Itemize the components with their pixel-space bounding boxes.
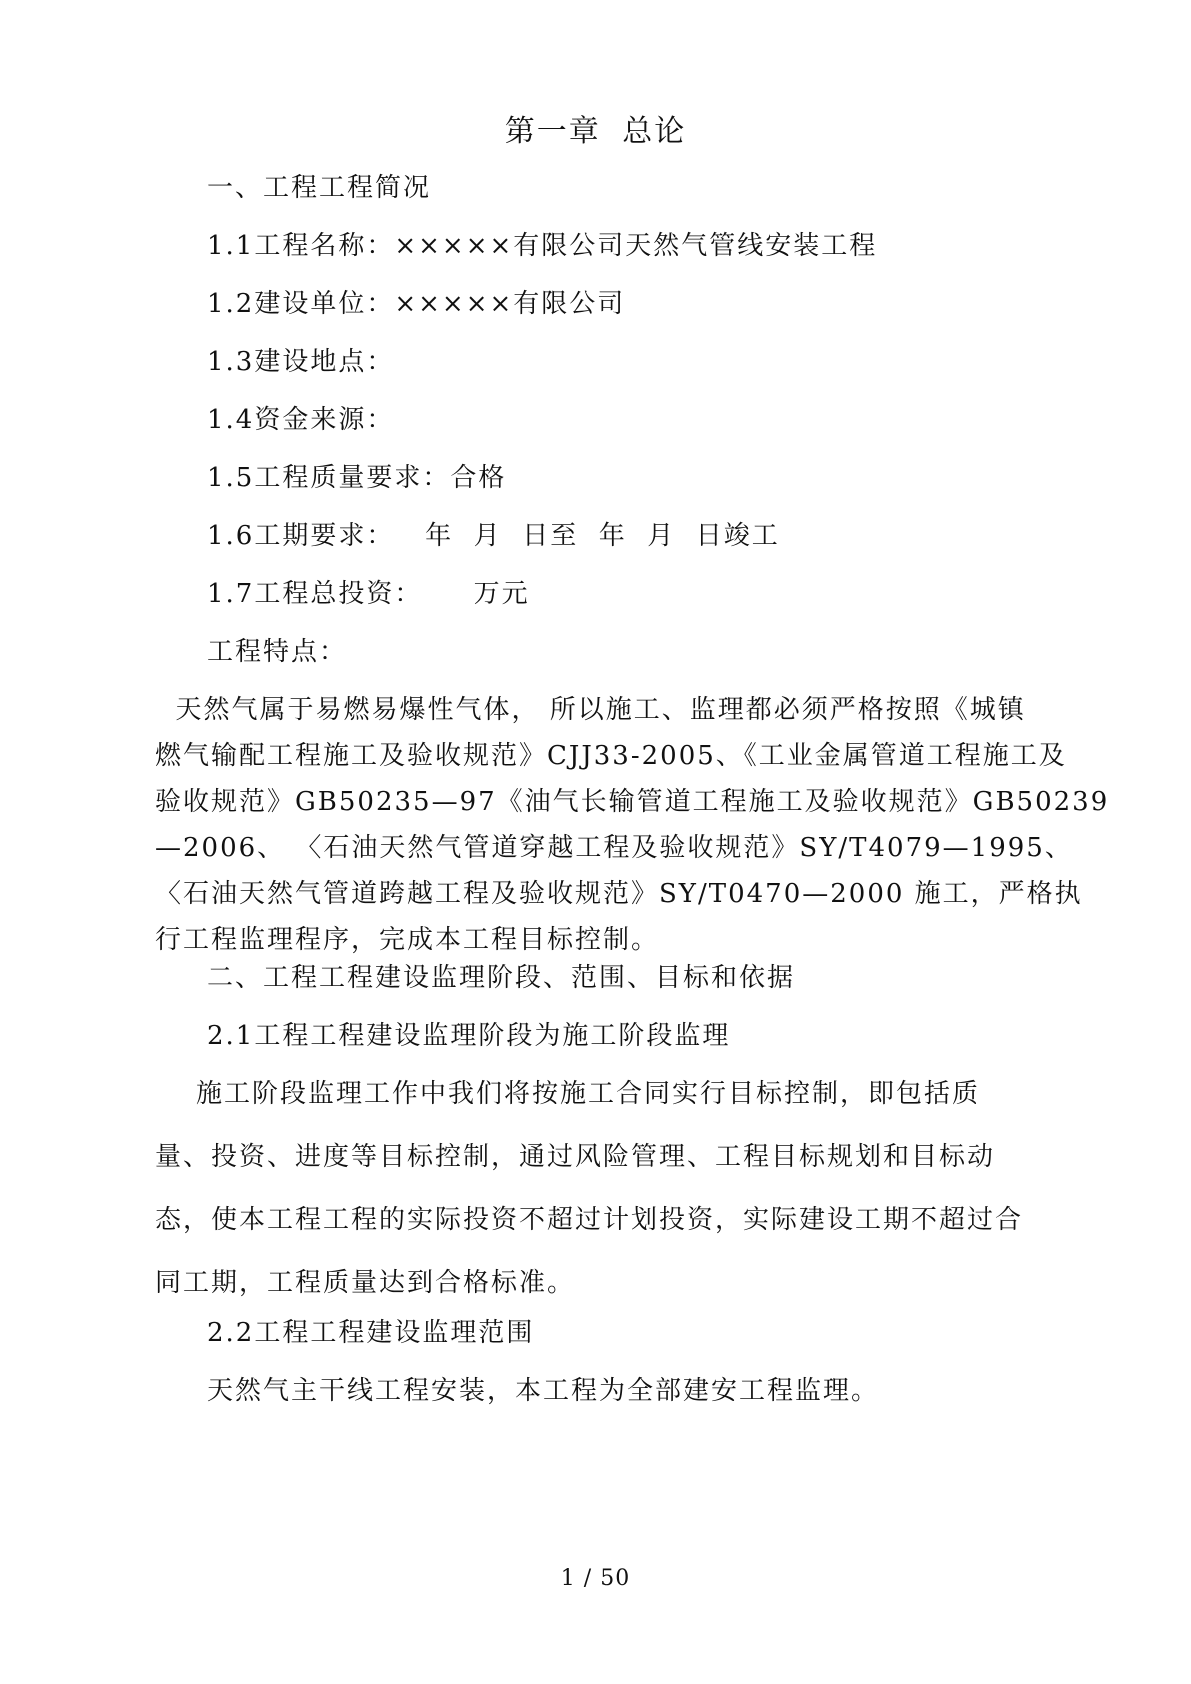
- item-funding-source: 1.4资金来源：: [207, 405, 395, 435]
- item-total-investment: 1.7工程总投资： 万元: [207, 579, 530, 609]
- features-heading: 工程特点：: [207, 637, 348, 667]
- features-line: 燃气输配工程施工及验收规范》CJJ33-2005、《工业金属管道工程施工及: [155, 741, 1067, 771]
- features-paragraph: [155, 687, 1110, 963]
- stage-line: 施工阶段监理工作中我们将按施工合同实行目标控制，即包括质: [155, 1079, 981, 1109]
- item-construction-unit: 1.2建设单位：×××××有限公司: [207, 289, 626, 319]
- stage-line: 同工期，工程质量达到合格标准。: [155, 1268, 576, 1298]
- item-construction-site: 1.3建设地点：: [207, 347, 395, 377]
- section-heading-1: 一、工程工程简况: [207, 173, 432, 203]
- features-line: 〈石油天然气管道跨越工程及验收规范》SY/T0470—2000 施工，严格执: [155, 879, 1083, 909]
- section-heading-2: 二、工程工程建设监理阶段、范围、目标和依据: [207, 963, 796, 993]
- features-line: 验收规范》GB50235—97《油气长输管道工程施工及验收规范》GB50239: [155, 787, 1110, 817]
- page-number: 1 / 50: [560, 1566, 631, 1591]
- features-line: 天然气属于易燃易爆性气体， 所以施工、监理都必须严格按照《城镇: [155, 695, 1026, 725]
- item-schedule-requirement: 1.6工期要求： 年 月 日至 年 月 日竣工: [207, 521, 780, 551]
- item-project-name: 1.1工程名称：×××××有限公司天然气管线安装工程: [207, 231, 878, 261]
- stage-paragraph: [155, 1063, 1045, 1315]
- features-line: 行工程监理程序，完成本工程目标控制。: [155, 925, 660, 955]
- chapter-title: 第一章 总论: [504, 114, 687, 149]
- subsection-heading-2-1: 2.1工程工程建设监理阶段为施工阶段监理: [207, 1021, 731, 1051]
- stage-line: 量、投资、进度等目标控制，通过风险管理、工程目标规划和目标动: [155, 1142, 996, 1172]
- features-line: —2006、 〈石油天然气管道穿越工程及验收规范》SY/T4079—1995、: [155, 833, 1073, 863]
- subsection-heading-2-2: 2.2工程工程建设监理范围: [207, 1318, 535, 1348]
- stage-line: 态，使本工程工程的实际投资不超过计划投资，实际建设工期不超过合: [155, 1205, 1024, 1235]
- item-quality-requirement: 1.5工程质量要求：合格: [207, 463, 507, 493]
- scope-text: 天然气主干线工程安装，本工程为全部建安工程监理。: [207, 1376, 880, 1406]
